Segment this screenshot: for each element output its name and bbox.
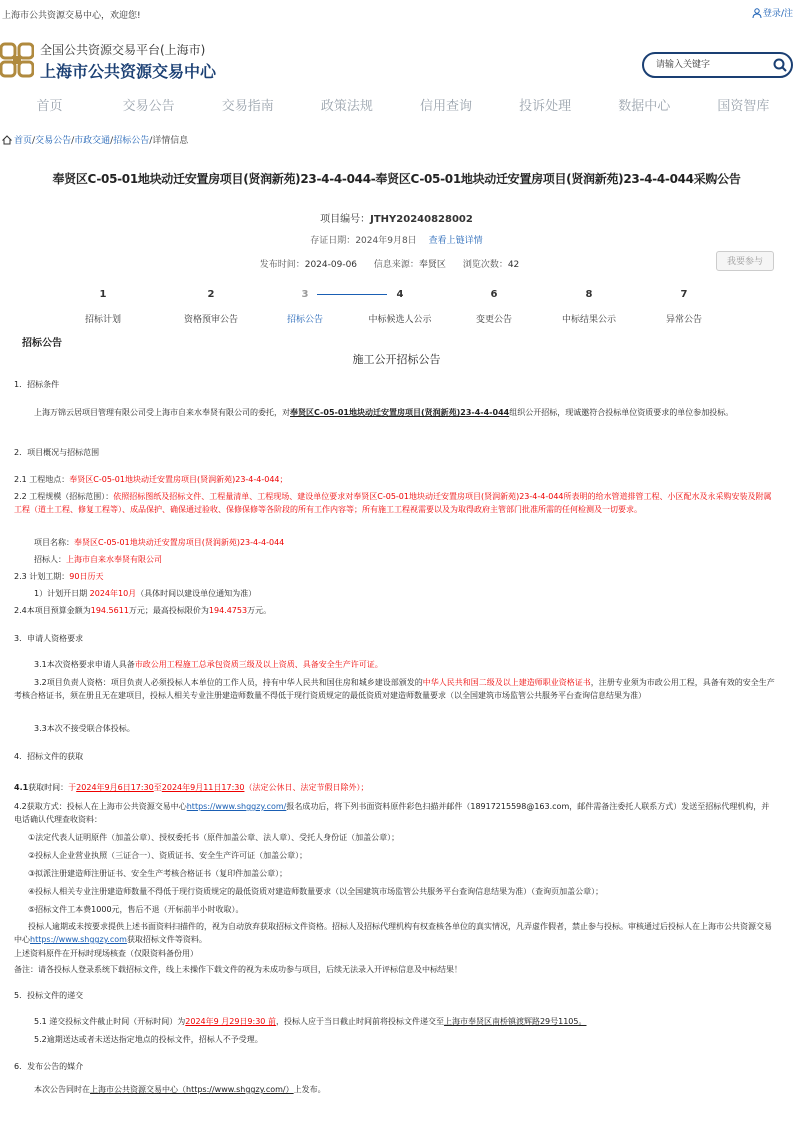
search-input[interactable] — [656, 58, 766, 72]
notice-title: 奉贤区C-05-01地块动迁安置房项目(贤润新苑)23-4-4-044-奉贤区C-05-01地块动迁安置房项目(贤润新苑)23-4-4-044采购公告 — [52, 172, 741, 186]
site-link-1[interactable]: https://www.shggzy.com/ — [186, 802, 287, 811]
join-button[interactable]: 我要参与 — [716, 251, 774, 271]
heading-4: 4．招标文件的获取 — [14, 752, 84, 761]
deposit-date: 存证日期：2024年9月8日 查看上链详情 — [310, 236, 483, 246]
site-logo[interactable] — [0, 42, 34, 78]
paragraph-5-2: 5.2逾期送达或者未送达指定地点的投标文件，招标人不予受理。 — [34, 1035, 263, 1044]
site-subtitle: 全国公共资源交易平台(上海市) — [40, 43, 206, 57]
heading-3: 3．申请人资格要求 — [14, 634, 84, 643]
nav-item-credit[interactable]: 信用查询 — [420, 99, 473, 114]
project-name: 项目名称：奉贤区C-05-01地块动迁安置房项目(贤润新苑)23-4-4-044 — [34, 538, 285, 547]
register-link[interactable]: 注 — [783, 9, 793, 19]
nav-item-think-tank[interactable]: 国资智库 — [717, 99, 770, 114]
login-link[interactable]: 登录 — [762, 9, 781, 19]
paragraph-4-3: 投标人逾期或未按要求提供上述书面资料扫描件的，视为自动放弃获取招标文件资格。招标人及招标代理机构有权查核各单位的真实情况，凡弄虚作假者，禁止参与投标。审核通过后投标人在上海市公共资源交易中心https://www.shggzy.com获取招标文件等资料。 — [14, 922, 772, 944]
notice-meta: 发布时间：2024-09-06 信息来源：奉贤区 浏览次数：42 — [259, 260, 520, 270]
view-count: 42 — [507, 260, 520, 270]
breadcrumb-trade-notice[interactable]: 交易公告 — [35, 136, 72, 146]
process-steps — [55, 288, 735, 328]
paragraph-4-4: 上述资料原件在开标时现场核查（仅限资料备份用） — [14, 949, 198, 958]
nav-item-trade-guide[interactable]: 交易指南 — [221, 99, 274, 114]
paragraph-1: 上海万锦云居项目管理有限公司受上海市自来水奉贤有限公司的委托，对奉贤区C-05-01地块动迁安置房项目(贤润新苑)23-4-4-044组织公开招标，现诚邀符合投标单位资质要求的单位参加投标。 — [34, 408, 734, 417]
heading-6: 6．发布公告的媒介 — [14, 1062, 84, 1071]
top-bar — [0, 0, 793, 28]
section-title: 招标公告 — [22, 338, 62, 349]
requirement-2: ②投标人企业营业执照（三证合一）、资质证书、安全生产许可证（加盖公章）； — [28, 851, 308, 860]
requirement-1: ①法定代表人证明原件（加盖公章）、授权委托书（原件加盖公章、法人章）、受托人身份证（加盖公章）； — [28, 833, 400, 842]
site-header — [0, 34, 793, 90]
step-result[interactable]: 8 中标结果公示 — [561, 289, 616, 325]
paragraph-2-3: 2.3 计划工期：90日历天 — [14, 572, 104, 581]
requirement-5: ⑤招标文件工本费1000元，售后不退（开标前半小时收取）。 — [28, 905, 244, 914]
home-icon — [2, 135, 12, 145]
paragraph-4-1: 4.1获取时间：于2024年9月6日17:30至2024年9月11日17:30（法定公休日、法定节假日除外）； — [14, 783, 369, 792]
welcome-text: 上海市公共资源交易中心，欢迎您! — [2, 11, 141, 21]
view-chain-link[interactable]: 查看上链详情 — [428, 236, 483, 246]
planned-start: 1）计划开日期 2024年10月（具体时间以建设单位通知为准） — [34, 589, 257, 598]
step-tender-notice[interactable]: 3 招标公告 — [286, 289, 323, 325]
tenderer: 招标人：上海市自来水奉贤有限公司 — [34, 555, 162, 564]
user-icon — [752, 8, 762, 18]
search-icon[interactable] — [772, 57, 788, 73]
paragraph-2-2: 2.2 工程规模（招标范围）：依照招标图纸及招标文件、工程量清单、工程现场、建设单位要求对奉贤区C-05-01地块动迁安置房项目(贤润新苑)23-4-4-044所表明的给水管道排管工程、小区配水及永采购安装及附属工程（道土工程、修复工程等）、成品保护、确保通过验收、保修保修等各阶段的所有工作内容等；所有施工工程视需要以及为取得政府主管部门批准所需的任何检测及一切要求。 — [14, 492, 772, 514]
site-link-2[interactable]: https://www.shggzy.com — [30, 935, 127, 944]
breadcrumb-current: 详情信息 — [152, 136, 189, 146]
publish-time: 2024-09-06 — [304, 260, 358, 270]
nav-item-home[interactable]: 首页 — [36, 99, 63, 114]
step-plan[interactable]: 1 招标计划 — [84, 289, 121, 325]
breadcrumb: 首页/交易公告/市政交通/招标公告/详情信息 — [2, 133, 188, 146]
paragraph-3-1: 3.1本次资格要求申请人具备市政公用工程施工总承包资质三级及以上资质、具备安全生产许可证。 — [34, 660, 383, 669]
heading-2: 2．项目概况与招标范围 — [14, 448, 100, 457]
paragraph-2-4: 2.4本项目预算金额为194.5611万元；最高投标限价为194.4753万元。 — [14, 606, 272, 615]
requirement-3: ③拟派注册建造师注册证书、安全生产考核合格证书（复印件加盖公章）； — [28, 869, 288, 878]
paragraph-4-5: 备注：请各投标人登录系统下载招标文件，线上未操作下载文件的视为未成功参与项目，后续无法录入开评标信息及中标结果！ — [14, 965, 462, 974]
step-prequal[interactable]: 2 资格预审公告 — [183, 289, 238, 325]
step-change[interactable]: 6 变更公告 — [475, 289, 512, 325]
main-nav — [0, 90, 793, 124]
step-candidate[interactable]: 4 中标候选人公示 — [368, 289, 432, 325]
search-box — [642, 52, 793, 78]
heading-5: 5．投标文件的递交 — [14, 991, 84, 1000]
nav-item-policy[interactable]: 政策法规 — [320, 99, 373, 114]
nav-item-data-center[interactable]: 数据中心 — [618, 99, 671, 114]
breadcrumb-home[interactable]: 首页 — [14, 136, 33, 146]
heading-1: 1．招标条件 — [14, 380, 60, 389]
paragraph-3-3: 3.3本次不接受联合体投标。 — [34, 724, 135, 733]
auth-separator: / — [780, 9, 784, 19]
site-link-3[interactable]: 上海市公共资源交易中心（https://www.shggzy.com/） — [90, 1085, 294, 1094]
paragraph-4-2: 4.2获取方式：投标人在上海市公共资源交易中心https://www.shggzy.com/报名成功后，将下列书面资料原件彩色扫描并邮件（18917215598@163.com，邮件需备注委托人联系方式）发送至招标代理机构，并电话确认代理查收资料： — [14, 802, 770, 824]
breadcrumb-tender-notice[interactable]: 招标公告 — [113, 136, 150, 146]
breadcrumb-municipal[interactable]: 市政交通 — [74, 136, 111, 146]
nav-item-complaint[interactable]: 投诉处理 — [519, 99, 572, 114]
document-title: 施工公开招标公告 — [352, 353, 441, 366]
paragraph-3-2: 3.2项目负责人资格：项目负责人必须投标人本单位的工作人员，持有中华人民共和国住房和城乡建设部颁发的中华人民共和国二级及以上建造师职业资格证书，注册专业须为市政公用工程，具备有效的安全生产考核合格证书，须在册且无在建项目，投标人相关专业注册建造师数量不得低于现行资质规定的最低资质对建造师数量要求（以全国建筑市场监管公共服务平台查询信息结果为准） — [14, 678, 775, 700]
info-source: 奉贤区 — [418, 260, 446, 270]
paragraph-2-1: 2.1 工程地点：奉贤区C-05-01地块动迁安置房项目(贤润新苑)23-4-4-044； — [14, 475, 288, 484]
paragraph-5-1: 5.1 递交投标文件截止时间（开标时间）为2024年9 月29日9:30 前，投标人应于当日截止时间前将投标文件递交至上海市奉贤区南桥镇渡辉路29号1105。 — [34, 1017, 587, 1026]
requirement-4: ④投标人相关专业注册建造师数量不得低于现行资质规定的最低资质对建造师数量要求（以全国建筑市场监管公共服务平台查询信息结果为准）（查询页加盖公章）； — [28, 887, 604, 896]
nav-item-trade-notice[interactable]: 交易公告 — [122, 99, 175, 114]
project-number: 项目编号：JTHY20240828002 — [320, 214, 473, 225]
auth-links — [752, 6, 793, 19]
paragraph-6-1: 本次公告同时在上海市公共资源交易中心（https://www.shggzy.com/）上发布。 — [34, 1085, 326, 1094]
site-title[interactable]: 上海市公共资源交易中心 — [40, 62, 217, 81]
step-exception[interactable]: 7 异常公告 — [665, 289, 702, 325]
